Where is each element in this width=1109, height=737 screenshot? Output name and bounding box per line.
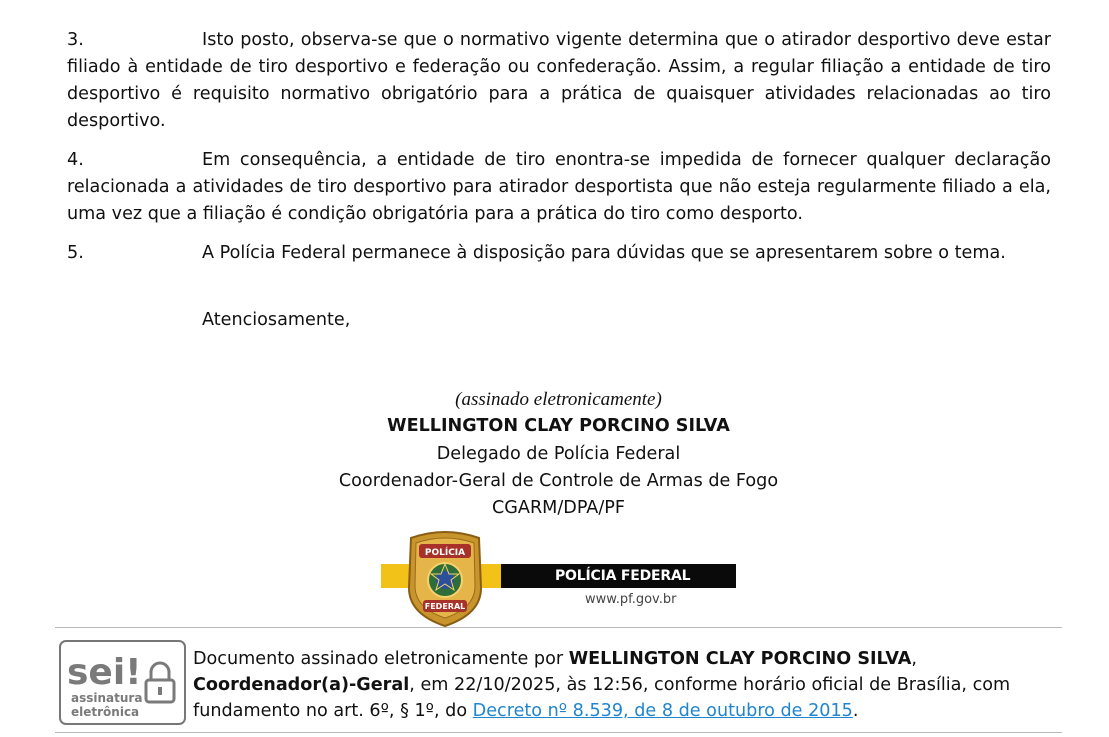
badge-top-text: POLÍCIA (424, 548, 466, 558)
signed-electronically-note: (assinado eletronicamente) (455, 389, 662, 410)
paragraph-number: 5. (67, 243, 84, 263)
logo-name: POLÍCIA FEDERAL (555, 568, 691, 584)
badge-bottom-text: FEDERAL (424, 602, 466, 611)
electronic-signature-notice (193, 646, 1043, 724)
paragraph-number: 4. (67, 150, 84, 170)
sei-text-end: . (852, 701, 859, 721)
sei-signer-sep: , (911, 649, 917, 669)
sei-text-intro: Documento assinado eletronicamente por (193, 649, 569, 669)
logo-url: www.pf.gov.br (585, 592, 677, 607)
police-badge-icon (403, 528, 487, 628)
paragraph-number: 3. (67, 30, 84, 50)
paragraph-text: A Polícia Federal permanece à disposição para dúvidas que se apresentarem sobre o tema. (202, 243, 1006, 263)
sei-signer-role: Coordenador(a)-Geral (193, 675, 410, 695)
sei-signature-stamp (59, 640, 186, 725)
policia-federal-logo (381, 524, 736, 628)
paragraph-4 (67, 147, 1051, 228)
paragraph-text: Em consequência, a entidade de tiro enontra-se impedida de fornecer qualquer declaração relacionada a atividades de tiro desportivo para atirador desportista que não esteja regularmente filiado a ela, uma vez que a filiação é condição obrigatória para a prática do tiro como desporto. (67, 150, 1051, 224)
sei-stamp-line1: assinatura (71, 691, 143, 705)
paragraph-3 (67, 27, 1051, 135)
signer-name: WELLINGTON CLAY PORCINO SILVA (387, 416, 730, 436)
signer-role-1: Delegado de Polícia Federal (436, 444, 681, 464)
sei-signer-name: WELLINGTON CLAY PORCINO SILVA (568, 649, 912, 669)
closing-salutation: Atenciosamente, (202, 310, 351, 330)
paragraph-text: Isto posto, observa-se que o normativo vigente determina que o atirador desportivo deve estar filiado à entidade de tiro desportivo e federação ou confederação. Assim, a regular filiação a entidade de tiro desportivo é requisito normativo obrigatório para a prática de quaisquer atividades relacionadas ao tiro desportivo. (67, 30, 1051, 131)
sei-stamp-line2: eletrônica (71, 705, 140, 719)
sei-logo-text: sei! (67, 652, 142, 693)
signer-role-2: Coordenador-Geral de Controle de Armas de Fogo (338, 471, 779, 491)
divider-top (55, 627, 1062, 628)
decree-link[interactable]: Decreto nº 8.539, de 8 de outubro de 2015 (472, 701, 853, 721)
signer-unit: CGARM/DPA/PF (491, 498, 625, 518)
paragraph-5 (67, 240, 1051, 267)
sei-text-middle: , em 22/10/2025, às 12:56, conforme horário oficial de Brasília, com fundamento no art. 6º, § 1º, do (193, 675, 1011, 721)
divider-bottom (55, 732, 1062, 733)
